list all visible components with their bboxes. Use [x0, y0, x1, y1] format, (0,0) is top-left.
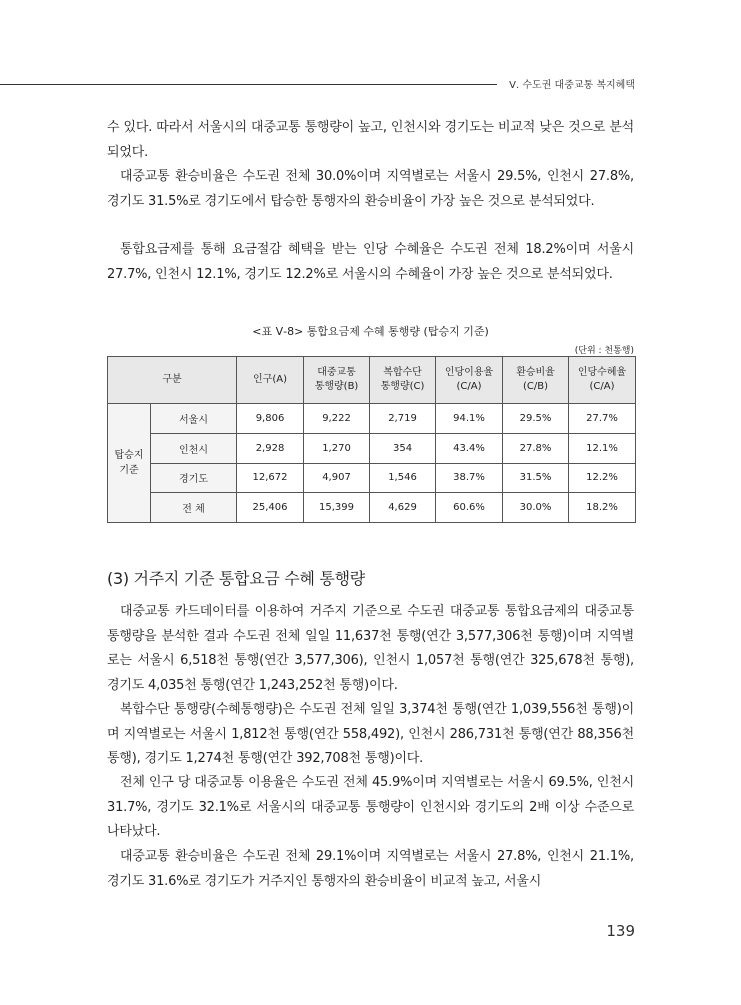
data-table	[107, 356, 636, 523]
table-cell: 2,719	[370, 404, 436, 434]
section-title: (3) 거주지 기준 통합요금 수혜 통행량	[107, 569, 365, 588]
table-cell: 9,806	[237, 404, 304, 434]
paragraph: 복합수단 통행량(수혜통행량)은 수도권 전체 일일 3,374천 통행(연간 1,039,556천 통행)이며 지역별로는 서울시 1,812천 통행(연간 558,492), 인천시 286,731천 통행(연간 88,356천 통행), 경기도 1,274천 통행(연간 392,708천 통행)이다.	[107, 702, 634, 766]
column-header: 환승비율 (C/B)	[503, 357, 569, 404]
paragraph: 대중교통 환승비율은 수도권 전체 29.1%이며 지역별로는 서울시 27.8%, 인천시 21.1%, 경기도 31.6%로 경기도가 거주지인 통행자의 환승비율이 비교적 높고, 서울시	[107, 849, 634, 889]
column-header: 인당수혜율 (C/A)	[569, 357, 636, 404]
column-header: 인구(A)	[237, 357, 304, 404]
table-cell: 4,907	[304, 463, 370, 493]
table-cell: 1,270	[304, 433, 370, 463]
table-cell: 27.8%	[503, 433, 569, 463]
table-cell: 43.4%	[436, 433, 503, 463]
table-row	[108, 433, 636, 463]
table-row	[108, 463, 636, 493]
table-row	[108, 404, 636, 434]
column-header: 인당이용율 (C/A)	[436, 357, 503, 404]
group-label: 탑승지 기준	[108, 404, 151, 523]
paragraph: 통합요금제를 통해 요금절감 혜택을 받는 인당 수혜율은 수도권 전체 18.2%이며 서울시 27.7%, 인천시 12.1%, 경기도 12.2%로 서울시의 수혜율이 가장 높은 것으로 분석되었다.	[107, 242, 634, 282]
table-cell: 354	[370, 433, 436, 463]
table-caption: <표 Ⅴ-8> 통합요금제 수혜 통행량 (탑승지 기준)	[252, 325, 489, 338]
table-cell: 2,928	[237, 433, 304, 463]
table-cell: 1,546	[370, 463, 436, 493]
table-cell: 15,399	[304, 493, 370, 523]
table-cell: 38.7%	[436, 463, 503, 493]
table-cell: 29.5%	[503, 404, 569, 434]
table-row	[108, 493, 636, 523]
table-cell: 30.0%	[503, 493, 569, 523]
table-cell: 60.6%	[436, 493, 503, 523]
table-cell: 12,672	[237, 463, 304, 493]
table-cell: 4,629	[370, 493, 436, 523]
table-cell: 12.2%	[569, 463, 636, 493]
region-cell: 인천시	[151, 433, 237, 463]
table-header-row	[108, 357, 636, 404]
table-cell: 12.1%	[569, 433, 636, 463]
region-cell: 전 체	[151, 493, 237, 523]
page-number: 139	[606, 922, 635, 940]
paragraph: 대중교통 카드데이터를 이용하여 거주지 기준으로 수도권 대중교통 통합요금제의 대중교통 통행량을 분석한 결과 수도권 전체 일일 11,637천 통행(연간 3,577,306천 통행)이며 지역별로는 서울시 6,518천 통행(연간 3,577,306), 인천시 1,057천 통행(연간 325,678천 통행), 경기도 4,035천 통행(연간 1,243,252천 통행)이다.	[107, 604, 634, 693]
running-header: Ⅴ. 수도권 대중교통 복지혜택	[509, 80, 635, 91]
category-header: 구분	[108, 357, 237, 404]
region-cell: 서울시	[151, 404, 237, 434]
paragraph: 대중교통 환승비율은 수도권 전체 30.0%이며 지역별로는 서울시 29.5%, 인천시 27.8%, 경기도 31.5%로 경기도에서 탑승한 통행자의 환승비율이 가장 높은 것으로 분석되었다.	[107, 169, 634, 209]
table-cell: 25,406	[237, 493, 304, 523]
column-header: 대중교통 통행량(B)	[304, 357, 370, 404]
table-cell: 94.1%	[436, 404, 503, 434]
table-unit: (단위 : 천통행)	[574, 346, 634, 356]
header-rule	[0, 84, 497, 85]
table-cell: 9,222	[304, 404, 370, 434]
table-cell: 18.2%	[569, 493, 636, 523]
region-cell: 경기도	[151, 463, 237, 493]
table-cell: 31.5%	[503, 463, 569, 493]
column-header: 복합수단 통행량(C)	[370, 357, 436, 404]
table-cell: 27.7%	[569, 404, 636, 434]
paragraph: 수 있다. 따라서 서울시의 대중교통 통행량이 높고, 인천시와 경기도는 비교적 낮은 것으로 분석되었다.	[107, 120, 634, 160]
paragraph: 전체 인구 당 대중교통 이용율은 수도권 전체 45.9%이며 지역별로는 서울시 69.5%, 인천시 31.7%, 경기도 32.1%로 서울시의 대중교통 통행량이 인천시와 경기도의 2배 이상 수준으로 나타났다.	[107, 775, 634, 839]
